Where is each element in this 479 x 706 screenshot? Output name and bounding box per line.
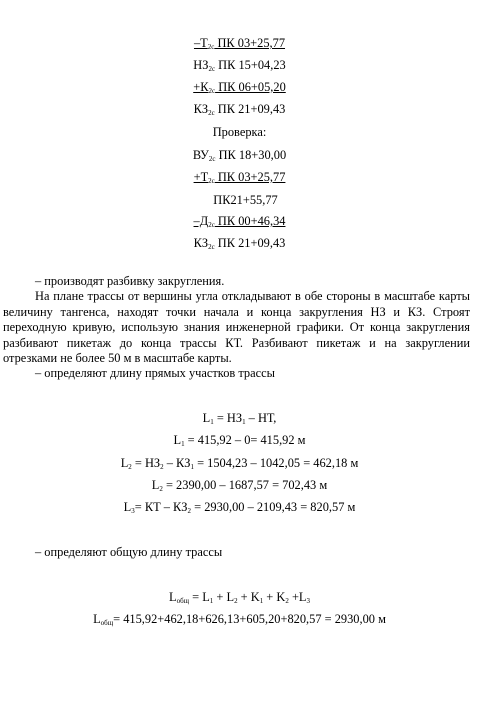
check-line-t2c [0, 36, 479, 51]
subscript: 2с [208, 155, 216, 163]
subscript: 2с [208, 177, 215, 185]
term: – КЗ [163, 456, 191, 470]
subscript: 2 [128, 463, 132, 471]
subscript: 1 [190, 463, 194, 471]
term: = 2390,00 – 1687,57 = 702,43 м [162, 478, 328, 492]
term: = НЗ [213, 411, 243, 425]
label: КЗ [193, 236, 209, 250]
check-line-kz2c-2 [0, 236, 479, 251]
subscript: 1 [209, 597, 214, 605]
check-line-t2c-text [194, 36, 285, 50]
term: + K [263, 590, 286, 604]
value: ПК 21+09,43 [214, 236, 286, 250]
check-line-t2c-2-text [194, 170, 286, 184]
value: ПК 03+25,77 [214, 36, 286, 50]
subscript: 1 [210, 418, 214, 426]
step-straight-sections: – определяют длину прямых участков трассы [35, 366, 275, 380]
term: +L [288, 590, 307, 604]
check-line-d2c [0, 214, 479, 229]
value: ПК 18+30,00 [215, 148, 287, 162]
label: +Т [193, 170, 209, 184]
term: = 415,92+462,18+626,13+605,20+820,57 = 2930,00 м [113, 612, 386, 626]
check-line-k2c-text [193, 80, 286, 94]
subscript: общ [176, 597, 190, 605]
subscript: 2 [234, 597, 238, 605]
subscript: 1 [259, 597, 264, 605]
check-line-kz2c [0, 102, 479, 117]
term: + K [237, 590, 260, 604]
subscript: 2с [208, 65, 216, 73]
symbol: L [151, 478, 160, 492]
term: – НТ, [245, 411, 277, 425]
value: ПК 21+09,43 [214, 102, 286, 116]
term: = 1504,23 – 1042,05 = 462,18 м [193, 456, 359, 470]
value: ПК 00+46,34 [214, 214, 286, 228]
label: ВУ [192, 148, 209, 162]
label: КЗ [193, 102, 209, 116]
subscript: 1 [242, 418, 246, 426]
check-line-pk-sum: ПК21+55,77 [213, 193, 278, 207]
description-paragraph [3, 289, 470, 367]
subscript: 2с [208, 109, 215, 117]
check-line-t2c-2 [0, 170, 479, 185]
formula-l1 [0, 411, 479, 426]
subscript: 2 [187, 507, 192, 515]
subscript: 2с [208, 87, 216, 95]
value: ПК 06+05,20 [215, 80, 286, 94]
symbol: L [120, 456, 129, 470]
formula-total [0, 590, 479, 605]
check-line-k2c [0, 80, 479, 95]
check-line-d2c-text [194, 214, 286, 228]
subscript: 3 [306, 597, 310, 605]
check-line-vu2c [0, 148, 479, 163]
step-total-length: – определяют общую длину трассы [35, 545, 223, 559]
check-line-nz2c [0, 58, 479, 73]
symbol: L [169, 590, 177, 604]
term: = L [189, 590, 210, 604]
symbol: L [202, 411, 211, 425]
subscript: 2 [285, 597, 289, 605]
formula-l3 [0, 500, 479, 515]
symbol: L [173, 433, 182, 447]
term: + L [213, 590, 235, 604]
subscript: 2с [207, 43, 215, 51]
label: +К [193, 80, 209, 94]
subscript: 2 [159, 485, 163, 493]
label: –Д [193, 214, 209, 228]
step-layout-curve: – производят разбивку закругления. [35, 274, 225, 288]
subscript: общ [100, 619, 114, 627]
formula-l2-value [0, 478, 479, 493]
value: ПК 03+25,77 [214, 170, 286, 184]
term: = КТ – КЗ [134, 500, 188, 514]
subscript: 2с [208, 243, 215, 251]
formula-total-value [0, 612, 479, 627]
term: = 2930,00 – 2109,43 = 820,57 м [191, 500, 356, 514]
formula-l1-value [0, 433, 479, 448]
subscript: 3 [131, 507, 135, 515]
value: ПК 15+04,23 [215, 58, 286, 72]
symbol: L [123, 500, 132, 514]
label: –Т [193, 36, 208, 50]
term: = НЗ [131, 456, 161, 470]
check-heading: Проверка: [212, 125, 267, 139]
symbol: L [93, 612, 101, 626]
term: = 415,92 – 0= 415,92 м [184, 433, 306, 447]
formula-l2 [0, 456, 479, 471]
paragraph-text: На плане трассы от вершины угла откладывают в обе стороны в масштабе карты величину тангенса, находят точки начала и конца закругления НЗ и КЗ. Строят переходную кривую, использую знания инженерной графики. От конца закругления разбивают пикетаж до конца трассы КТ. Разбивают пикетаж и на закруглении отрезками не более 50 м в масштабе карты. [3, 289, 470, 366]
subscript: 2с [208, 221, 215, 229]
subscript: 2 [160, 463, 164, 471]
subscript: 1 [181, 440, 185, 448]
label: НЗ [193, 58, 209, 72]
